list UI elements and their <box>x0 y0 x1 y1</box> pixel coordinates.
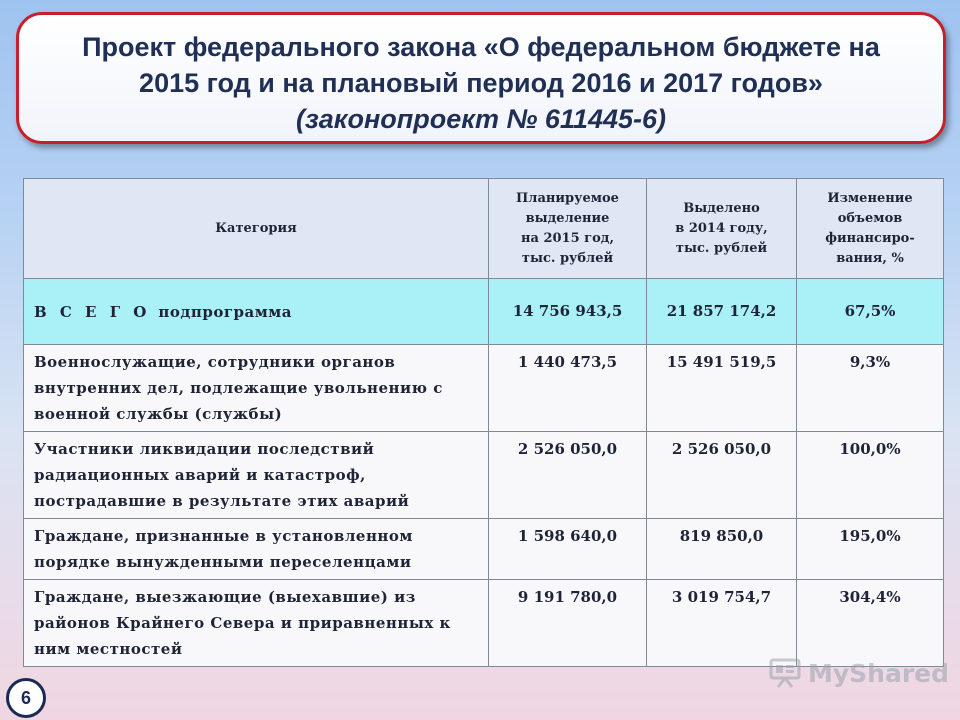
row-allocated: 2 526 050,0 <box>647 432 797 519</box>
bill-number: (законопроект № 611445-6) <box>296 104 666 134</box>
title-box <box>16 12 946 144</box>
table-row <box>24 432 944 519</box>
row-category: Военнослужащие, сотрудники органов внутренних дел, подлежащие увольнению с военной службы (службы) <box>24 345 489 432</box>
watermark-text: MyShared <box>808 658 950 688</box>
budget-table <box>23 178 944 667</box>
row-planned: 1 598 640,0 <box>489 519 647 580</box>
row-change: 304,4% <box>797 580 944 667</box>
page-number: 6 <box>20 687 31 708</box>
page-number-badge <box>6 678 46 718</box>
table-header-row <box>24 179 944 279</box>
row-allocated: 3 019 754,7 <box>647 580 797 667</box>
table-row <box>24 519 944 580</box>
row-category: Участники ликвидации последствий радиационных аварий и катастроф, пострадавшие в результате этих аварий <box>24 432 489 519</box>
row-planned: 1 440 473,5 <box>489 345 647 432</box>
header-change-percent: Изменение объемов финансиро- вания, % <box>797 179 944 279</box>
row-allocated: 15 491 519,5 <box>647 345 797 432</box>
table-row <box>24 580 944 667</box>
total-change: 67,5% <box>797 279 944 345</box>
total-planned: 14 756 943,5 <box>489 279 647 345</box>
row-change: 9,3% <box>797 345 944 432</box>
title-line-1: Проект федерального закона «О федеральном бюджете на <box>82 32 880 62</box>
table-row-total <box>24 279 944 345</box>
total-allocated: 21 857 174,2 <box>647 279 797 345</box>
row-planned: 2 526 050,0 <box>489 432 647 519</box>
row-change: 100,0% <box>797 432 944 519</box>
table-row <box>24 345 944 432</box>
row-category: Граждане, признанные в установленном порядке вынужденными переселенцами <box>24 519 489 580</box>
title-line-2: 2015 год и на плановый период 2016 и 2017 годов» <box>139 68 823 98</box>
row-change: 195,0% <box>797 519 944 580</box>
header-allocated-2014: Выделено в 2014 году, тыс. рублей <box>647 179 797 279</box>
header-planned-2015: Планируемое выделение на 2015 год, тыс. рублей <box>489 179 647 279</box>
total-label: В С Е Г О подпрограмма <box>24 279 489 345</box>
row-category: Граждане, выезжающие (выехавшие) из районов Крайнего Севера и приравненных к ним местностей <box>24 580 489 667</box>
presentation-board-icon <box>768 657 802 689</box>
row-allocated: 819 850,0 <box>647 519 797 580</box>
watermark <box>768 656 949 690</box>
row-planned: 9 191 780,0 <box>489 580 647 667</box>
header-category: Категория <box>24 179 489 279</box>
